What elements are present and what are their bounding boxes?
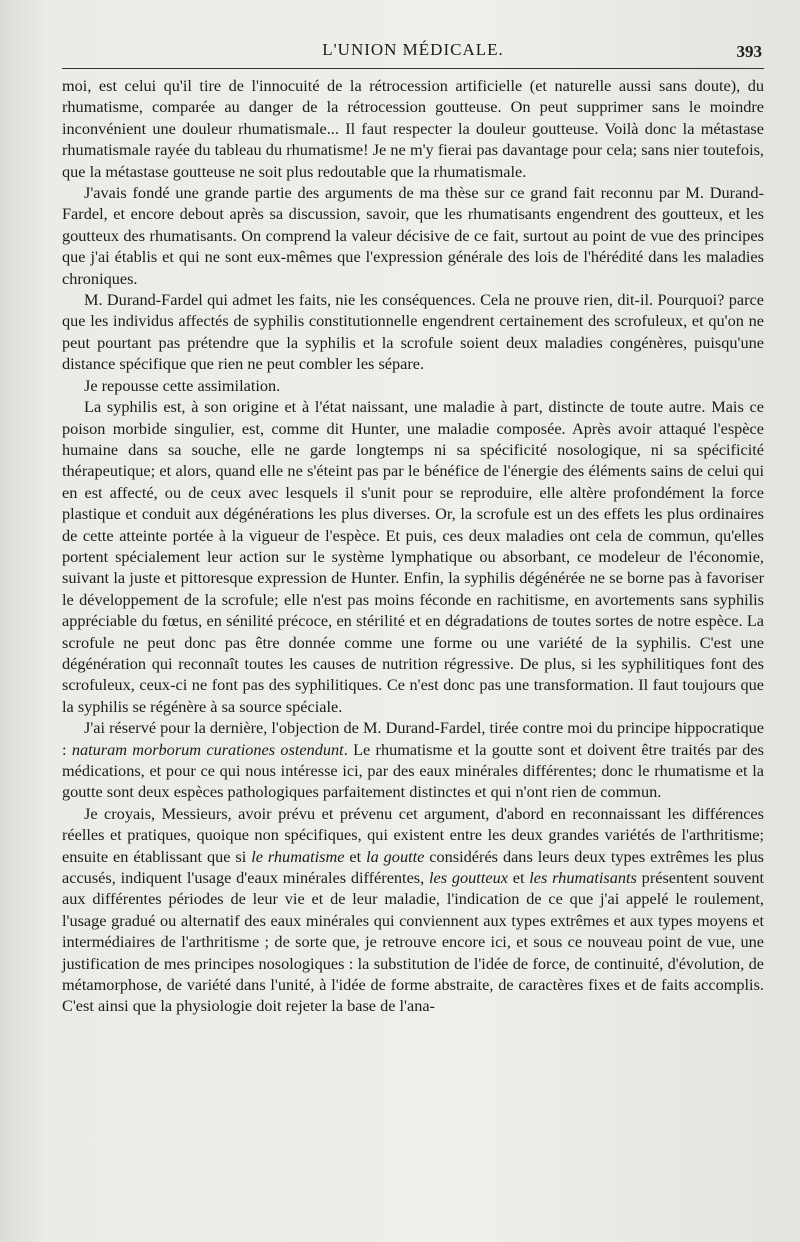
page-number: 393 [736, 42, 762, 61]
paragraph [62, 375, 764, 396]
italic-phrase: les rhumatisants [529, 868, 637, 888]
body-text [62, 75, 764, 1017]
paragraph [62, 182, 764, 289]
italic-phrase: le rhumatisme [251, 846, 345, 866]
text-run: . Le rhumatisme et la goutte sont et doivent être traités par des médications, et pour ce qui nous intéresse ici, par des eaux minérales différentes; donc le rhumatisme et la goutte sont deux espèces pathologiques parfaitement distinctes et qui n'ont rien de commun. [62, 739, 764, 802]
running-header [62, 38, 764, 69]
journal-title: L'UNION MÉDICALE. [322, 40, 504, 59]
text-run: présentent souvent aux différentes périodes de leur vie et de leur maladie, l'indication de ce que j'ai appelé le roulement, l'usage gradué ou alternatif des eaux minérales qui conviennent aux types extrêmes et aux types moyens et intermédiaires de l'arthritisme ; de sorte que, je retrouve encore ici, et sous ce nouveau point de vue, une justification de mes principes nosologiques : la substitution de l'idée de force, de continuité, d'évolution, de métamorphose, de variété dans l'unité, à l'idée de forme abstraite, de caractères fixes et de faits accomplis. C'est ainsi que la physiologie doit rejeter la base de l'ana- [62, 868, 765, 1016]
italic-phrase: les goutteux [429, 868, 508, 888]
text-run: La syphilis est, à son origine et à l'état naissant, une maladie à part, distincte de toute autre. Mais ce poison morbide singulier, est, comme dit Hunter, une maladie composée. Après avoir attaqué l'espèce humaine dans sa souche, elle ne garde longtemps ni sa spécificité nosologique, ni sa spécificité thérapeutique; et alors, quand elle ne s'éteint pas par le bénéfice de l'énergie des éléments sains de celui qui en est affecté, ou de ceux avec lesquels il s'unit pour se reproduire, elle altère profondément la force plastique et conduit aux dégénérations les plus diverses. Or, la scrofule est un des effets les plus ordinaires de cette atteinte portée à la vigueur de l'espèce. Et puis, ces deux maladies ont cela de commun, qu'elles portent spécialement leur action sur le système lymphatique ou absorbant, ce modeleur de l'économie, suivant la juste et pittoresque expression de Hunter. Enfin, la syphilis dégénérée ne se borne pas à favoriser le développement de la scrofule; elle n'est pas moins féconde en rachitisme, en avortements sans syphilis appréciable du fœtus, en sénilité précoce, en stérilité et en dégradations de toutes sortes de notre espèce. La scrofule ne peut donc pas être donnée comme une forme ou une variété de la syphilis. C'est une dégénération qui reconnaît toutes les causes de nutrition régressive. De plus, si les syphilitiques font des scrofuleux, ceux-ci ne font pas des syphilitiques. Ce n'est donc pas une transformation. Il faut toujours que la syphilis se régénère à sa source spéciale. [62, 397, 764, 716]
text-run: Je repousse cette assimilation. [84, 375, 281, 395]
italic-phrase: naturam morborum curationes ostendunt [71, 739, 344, 759]
paragraph [62, 803, 764, 1017]
text-run: et [344, 846, 367, 866]
paragraph [62, 289, 764, 375]
paragraph [62, 717, 764, 803]
italic-phrase: la goutte [366, 846, 425, 866]
paragraph [62, 396, 764, 717]
text-run: M. Durand-Fardel qui admet les faits, nie les conséquences. Cela ne prouve rien, dit-il. Pourquoi? parce que les individus affectés de syphilis constitutionnelle engendrent certainement des scrofuleux, et qu'on ne peut pourtant pas prétendre que la syphilis et la scrofule soient deux maladies congénères, puisqu'une distance spécifique que rien ne peut combler les sépare. [62, 290, 764, 374]
text-run: Je croyais, Messieurs, avoir prévu et prévenu cet argument, d'abord en reconnaissant les différences réelles et pratiques, quoique non spécifiques, qui existent entre les deux grandes variétés de l'arthritisme; ensuite en établissant que si [62, 803, 764, 866]
paragraph [62, 75, 764, 182]
text-run: moi, est celui qu'il tire de l'innocuité de la rétrocession artificielle (et naturelle aussi sans doute), du rhumatisme, comparée au danger de la rétrocession goutteuse. On peut supprimer sans le moindre inconvénient une douleur rhumatismale... Il faut respecter la douleur goutteuse. Voilà donc la métastase rhumatismale rayée du tableau du rhumatisme! Je ne m'y fierai pas davantage pour cela; sans nier toutefois, que la métastase goutteuse ne soit plus redoutable que la rhumatismale. [62, 76, 764, 181]
text-run: et [507, 868, 530, 888]
text-run: J'avais fondé une grande partie des arguments de ma thèse sur ce grand fait reconnu par M. Durand-Fardel, et encore debout après sa discussion, savoir, que les rhumatisants engendrent des goutteux, et les goutteux des rhumatisants. On comprend la valeur décisive de ce fait, surtout au point de vue des principes que j'ai établis et qui ne sont eux-mêmes que l'expression générale des lois de l'hérédité dans les maladies chroniques. [62, 183, 764, 288]
text-run: considérés dans leurs deux types extrêmes les plus accusés, indiquent l'usage d'eaux minérales différentes, [62, 846, 764, 888]
text-run: J'ai réservé pour la dernière, l'objection de M. Durand-Fardel, tirée contre moi du principe hippocratique : [62, 718, 764, 759]
